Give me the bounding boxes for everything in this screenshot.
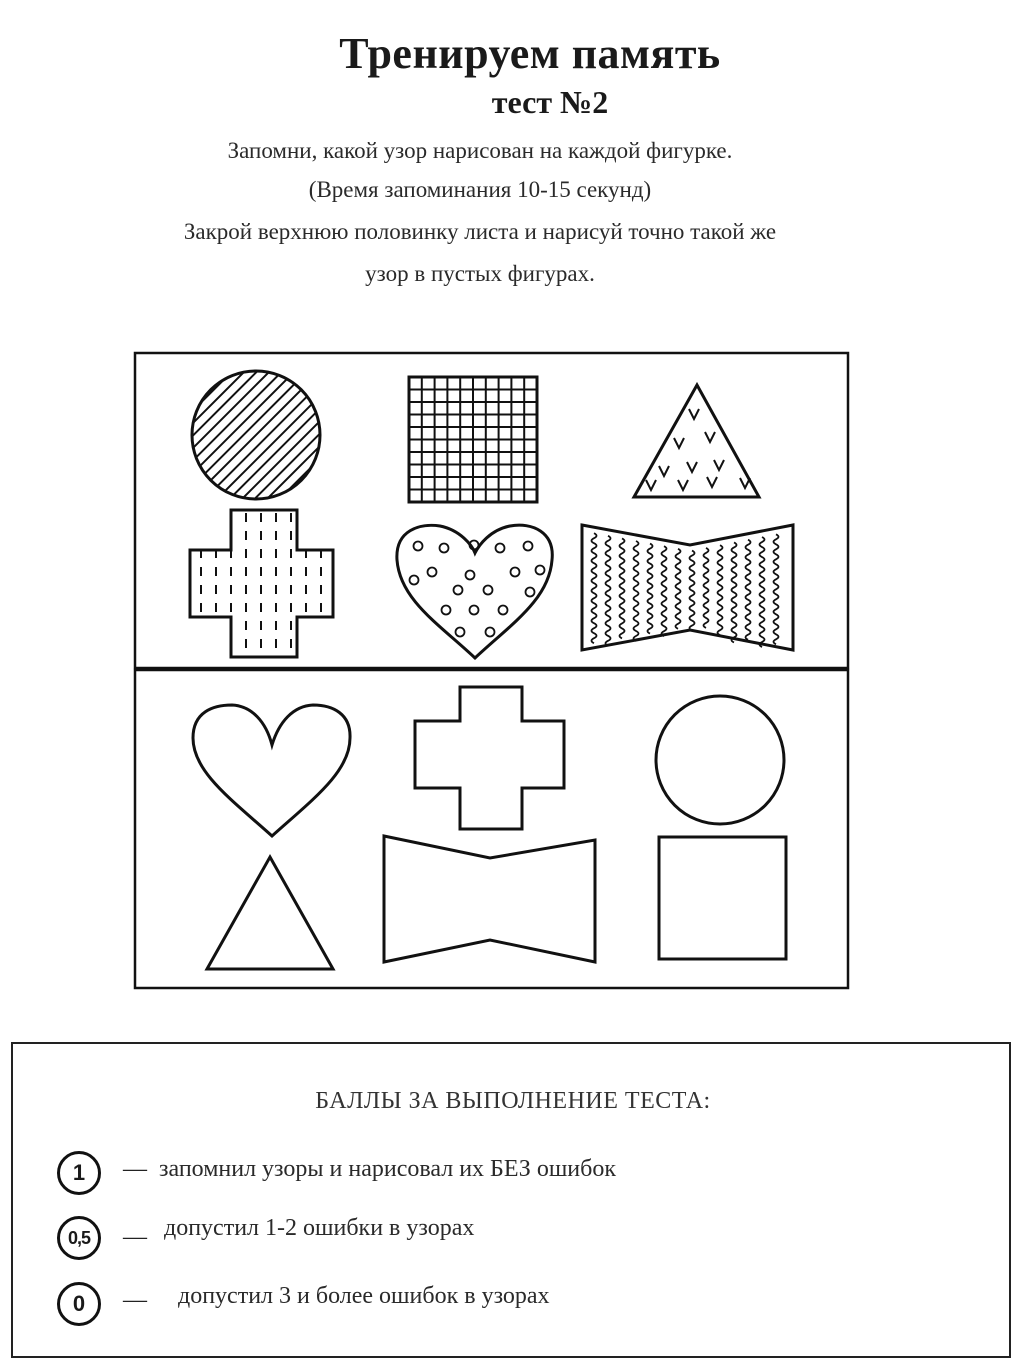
grid-square	[409, 377, 537, 502]
wave-line	[634, 541, 639, 641]
score-dash-3: —	[123, 1287, 147, 1313]
dot-mark	[496, 544, 505, 553]
tick-mark	[689, 409, 699, 419]
wave-line	[662, 546, 667, 636]
dot-mark	[499, 606, 508, 615]
stripe-line	[164, 355, 324, 515]
tick-mark	[659, 466, 669, 476]
dot-mark	[466, 571, 475, 580]
dot-mark	[442, 606, 451, 615]
wave-line	[746, 540, 751, 640]
dashed-cross	[190, 510, 333, 657]
score-text-3: допустил 3 и более ошибок в узорах	[178, 1283, 550, 1309]
dot-mark	[440, 544, 449, 553]
score-badge-3: 0	[57, 1282, 101, 1326]
empty-circle	[656, 696, 784, 824]
dotted-heart	[397, 525, 552, 658]
tick-mark	[740, 478, 750, 488]
wave-line	[774, 534, 779, 644]
tick-mark	[705, 432, 715, 442]
wave-line	[704, 548, 709, 628]
stripe-line	[276, 355, 436, 515]
instruction-line-3: Закрой верхнюю половинку листа и нарисуй точно такой же	[183, 219, 777, 244]
scoring-title: БАЛЛЫ ЗА ВЫПОЛНЕНИЕ ТЕСТА:	[315, 1088, 711, 1114]
scoring-box	[11, 1042, 1011, 1358]
tick-mark	[707, 477, 717, 487]
tick-mark	[678, 480, 688, 490]
wave-line	[732, 542, 737, 642]
dot-mark	[536, 566, 545, 575]
dot-mark	[524, 542, 533, 551]
wave-line	[676, 549, 681, 629]
tick-mark	[674, 438, 684, 448]
instruction-line-2: (Время запоминания 10-15 секунд)	[308, 177, 652, 202]
wave-line	[648, 544, 653, 634]
instruction-line-4: узор в пустых фигурах.	[365, 261, 595, 286]
empty-bow	[384, 836, 595, 962]
wave-line	[592, 533, 597, 643]
score-dash-1: —	[123, 1156, 147, 1182]
stripe-line	[176, 355, 336, 515]
stripe-line	[76, 355, 236, 515]
wave-line	[606, 536, 611, 646]
empty-triangle	[207, 857, 333, 969]
score-badge-1: 1	[57, 1151, 101, 1195]
wavy-bow	[582, 525, 793, 650]
empty-cross	[415, 687, 564, 829]
score-text-1: запомнил узоры и нарисовал их БЕЗ ошибок	[159, 1156, 617, 1182]
page-title: Тренируем память	[339, 29, 721, 78]
wave-line	[690, 551, 695, 631]
dot-mark	[526, 588, 535, 597]
score-dash-2: —	[123, 1224, 147, 1250]
tick-triangle	[634, 385, 759, 497]
dot-mark	[484, 586, 493, 595]
tick-mark	[646, 480, 656, 490]
stripe-line	[189, 355, 349, 515]
dot-mark	[428, 568, 437, 577]
wave-line	[620, 538, 625, 638]
striped-circle	[76, 355, 436, 515]
wave-line	[718, 545, 723, 635]
page-subtitle: тест №2	[491, 84, 609, 120]
dot-mark	[454, 586, 463, 595]
empty-heart	[193, 705, 350, 836]
dot-mark	[470, 606, 479, 615]
score-text-2: допустил 1-2 ошибки в узорах	[164, 1215, 475, 1241]
instruction-line-1: Запомни, какой узор нарисован на каждой фигурке.	[227, 138, 733, 163]
tick-mark	[687, 462, 697, 472]
dot-mark	[511, 568, 520, 577]
empty-square	[659, 837, 786, 959]
dot-mark	[410, 576, 419, 585]
wave-line	[760, 537, 765, 647]
score-badge-2: 0,5	[57, 1216, 101, 1260]
dot-mark	[456, 628, 465, 637]
tick-mark	[714, 460, 724, 470]
dot-mark	[414, 542, 423, 551]
dot-mark	[486, 628, 495, 637]
